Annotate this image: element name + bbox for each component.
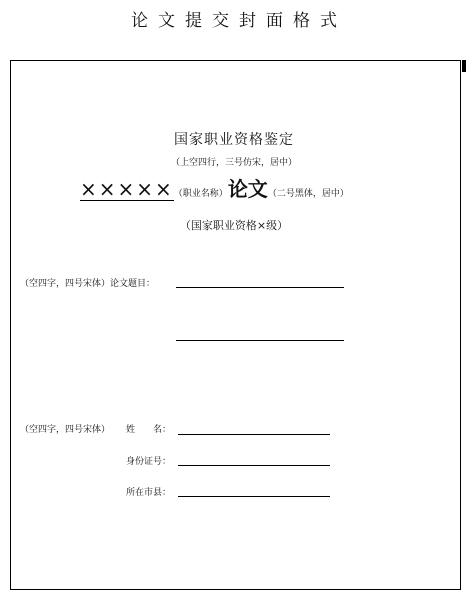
qualification-level: （国家职业资格×级） (179, 219, 289, 232)
name-label: 姓 名： (126, 425, 172, 435)
subject-label: （空四字，四号宋体）论文题目： (20, 279, 156, 289)
thesis-title-row (80, 173, 349, 199)
org-title: 国家职业资格鉴定 (174, 132, 294, 148)
occupation-note: （职业名称） (173, 189, 228, 199)
name-format-note: （空四字，四号宋体） (20, 425, 111, 435)
subject-line-2[interactable] (176, 340, 344, 341)
thesis-word: 论文 (227, 177, 268, 201)
org-title-note: （上空四行，三号仿宋，居中） (170, 158, 297, 168)
county-line[interactable] (178, 496, 330, 497)
page-title: 论文提交封面格式 (131, 11, 347, 31)
occupation-placeholder: ××××× (80, 177, 174, 201)
county-label: 所在市县： (126, 488, 172, 498)
id-number-label: 身份证号： (126, 457, 172, 467)
id-number-line[interactable] (178, 465, 330, 466)
subject-line-1[interactable] (176, 287, 344, 288)
name-line[interactable] (178, 434, 330, 435)
corner-mark (462, 60, 466, 72)
thesis-format-note: （二号黑体，居中） (267, 189, 349, 199)
